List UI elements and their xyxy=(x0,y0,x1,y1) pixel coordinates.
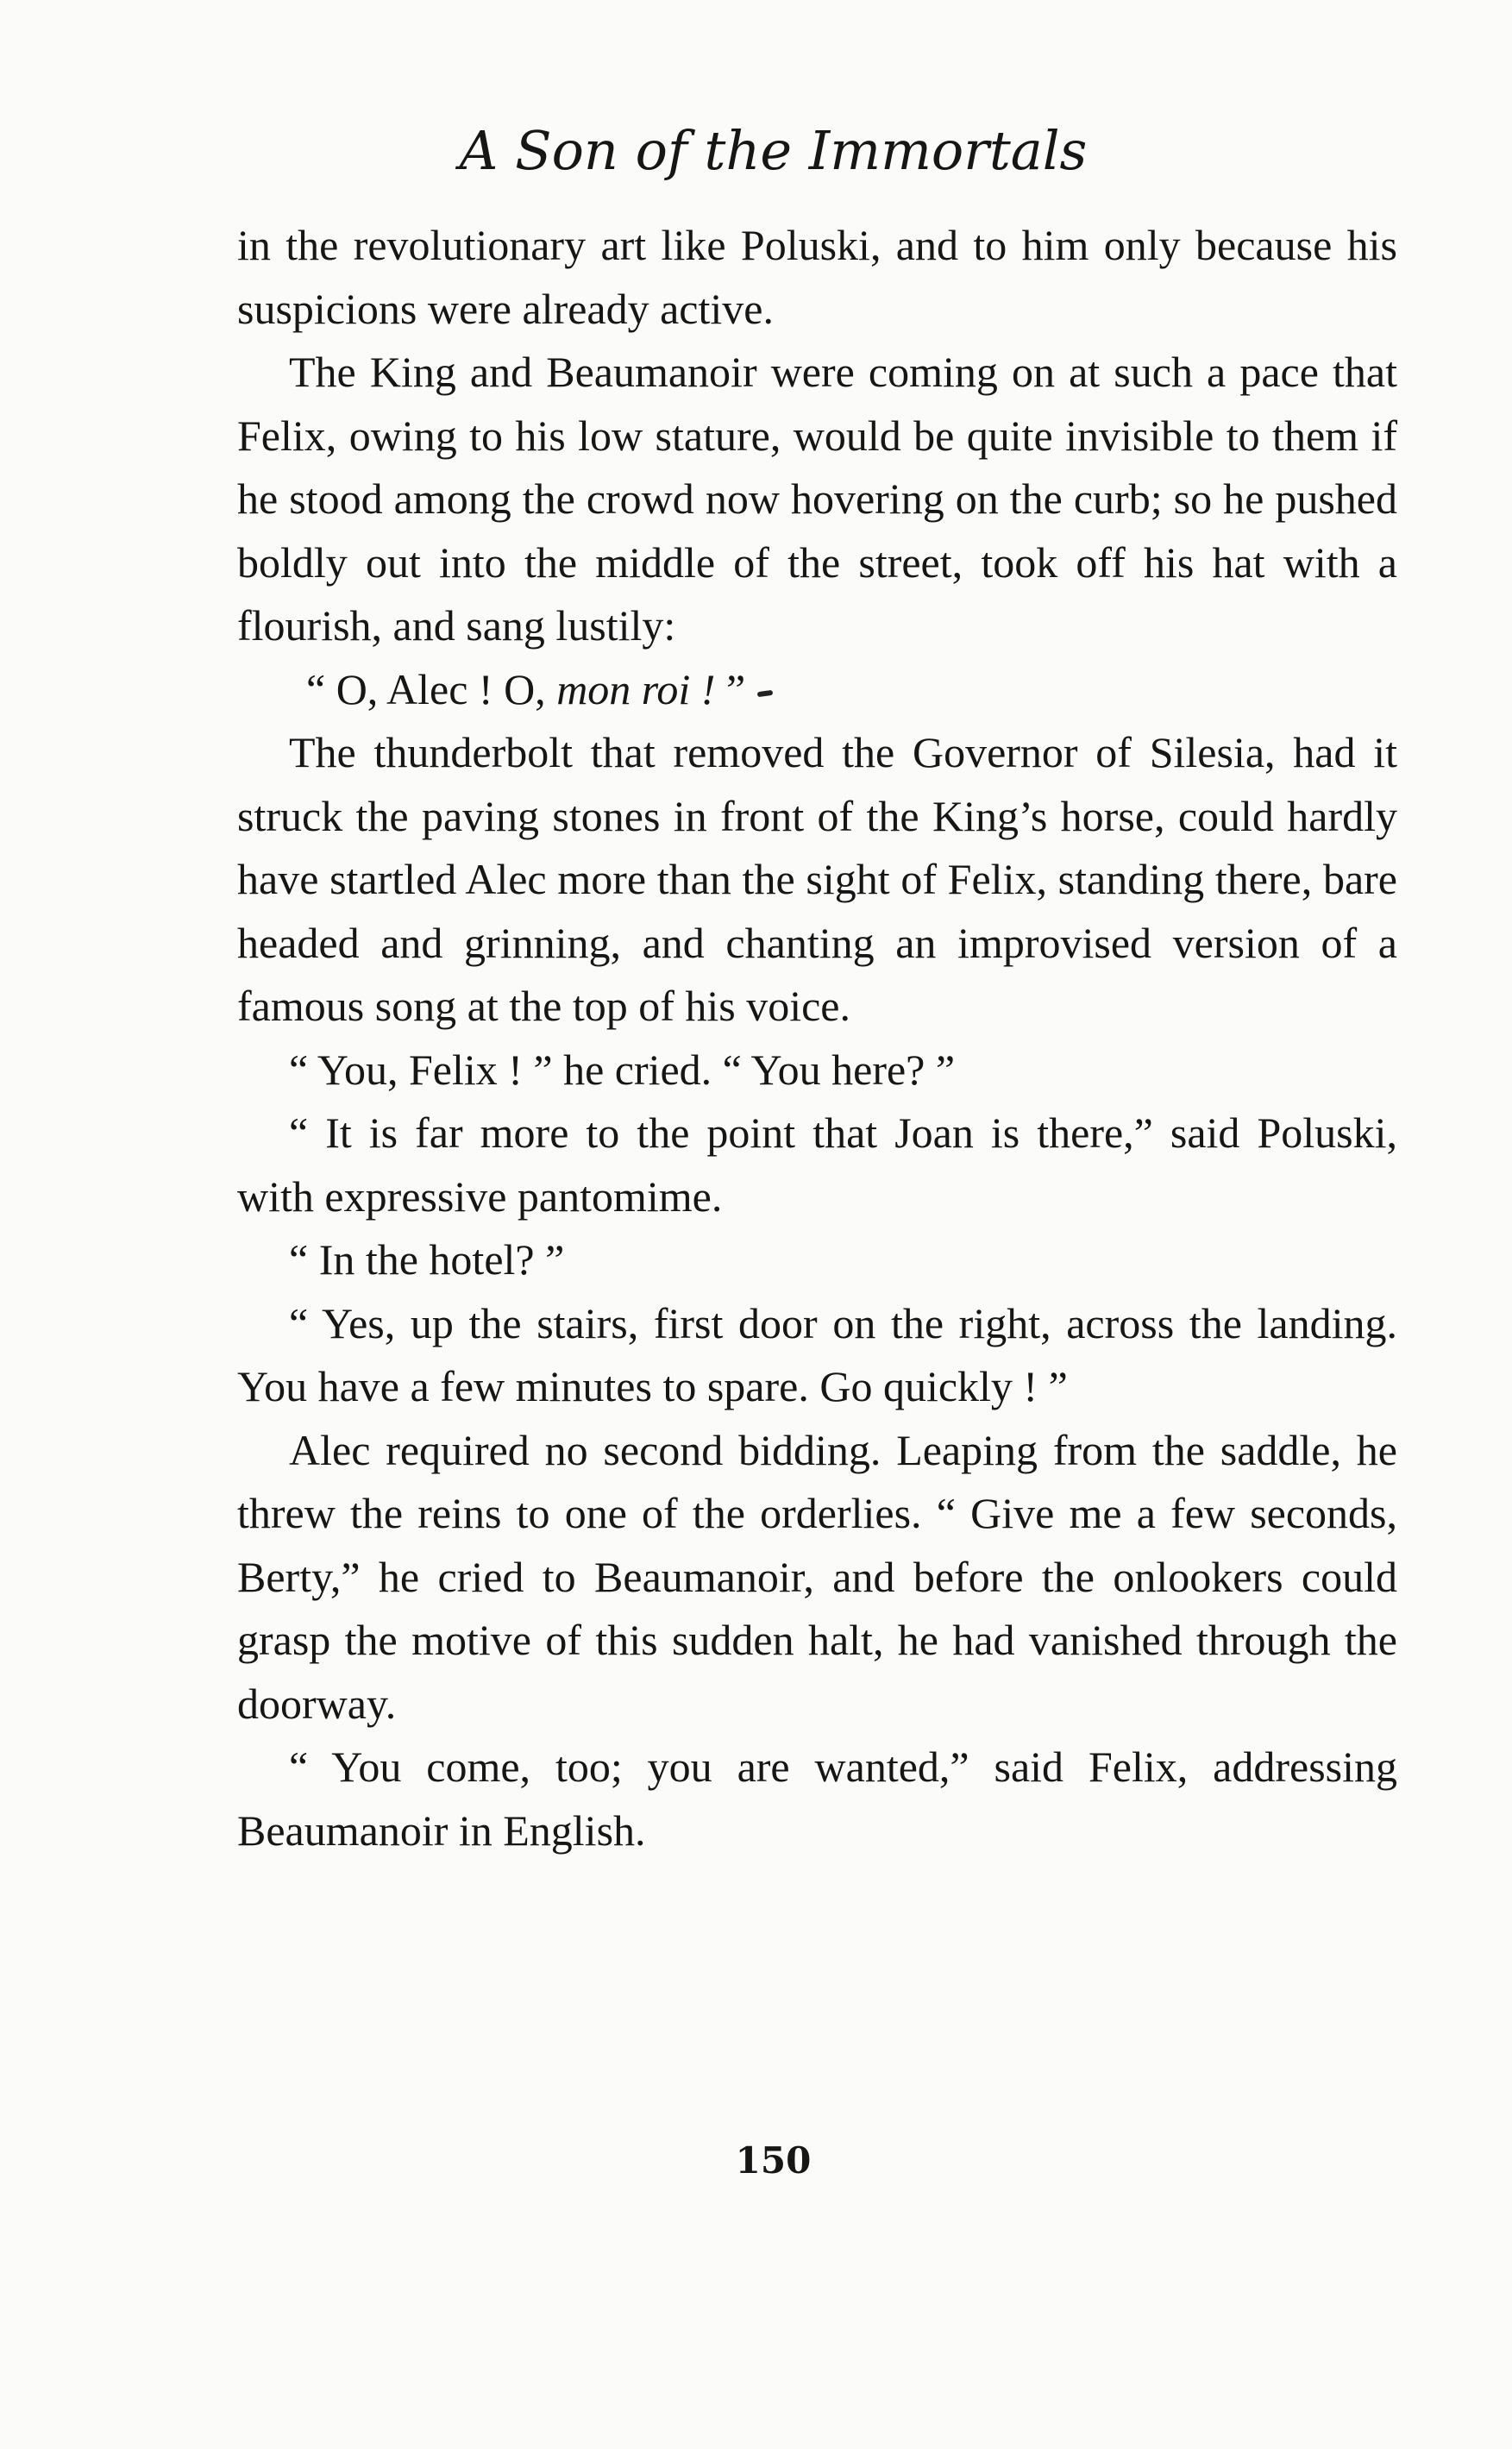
paragraph: The thunderbolt that removed the Governor of Silesia, had it struck the paving stones in front of the King’s horse, could hardly have startled Alec more than the sight of Felix, standing there, bare headed and grinning, and chanting an improvised version of a famous song at the top of his voice. xyxy=(237,728,1397,1030)
page-number: 150 xyxy=(735,2139,812,2182)
paragraph: “ In the hotel? ” xyxy=(289,1235,565,1284)
body-text xyxy=(237,214,1397,1862)
paragraph: “ You come, too; you are wanted,” said Felix, addressing Beaumanoir in English. xyxy=(237,1743,1397,1855)
paragraph: The King and Beaumanoir were coming on at such a pace that Felix, owing to his low stature, would be quite invisible to them if he stood among the crowd now hovering on the curb; so he pushed boldly out into the middle of the street, took off his hat with a flourish, and sang lustily: xyxy=(237,348,1397,650)
paragraph: in the revolutionary art like Poluski, and to him only because his suspicions were already active. xyxy=(237,221,1397,333)
song-line-close: ” xyxy=(715,664,746,713)
ink-mark-icon xyxy=(757,690,774,697)
song-line xyxy=(237,658,1397,722)
paragraph: Alec required no second bidding. Leaping from the saddle, he threw the reins to one of the orderlies. “ Give me a few seconds, Berty,” he cried to Beaumanoir, and before the onlookers could grasp the motive of this sudden halt, he had vanished through the doorway. xyxy=(237,1425,1397,1728)
paragraph: “ It is far more to the point that Joan is there,” said Poluski, with expressive pantomime. xyxy=(237,1108,1397,1221)
paragraph: “ You, Felix ! ” he cried. “ You here? ” xyxy=(289,1045,956,1094)
running-head: A Son of the Immortals xyxy=(459,119,1088,182)
paragraph: “ Yes, up the stairs, first door on the right, across the landing. You have a few minutes to spare. Go quickly ! ” xyxy=(237,1298,1397,1410)
song-line-open: “ O, Alec ! O, xyxy=(306,664,557,713)
song-line-italic: mon roi ! xyxy=(556,664,716,713)
